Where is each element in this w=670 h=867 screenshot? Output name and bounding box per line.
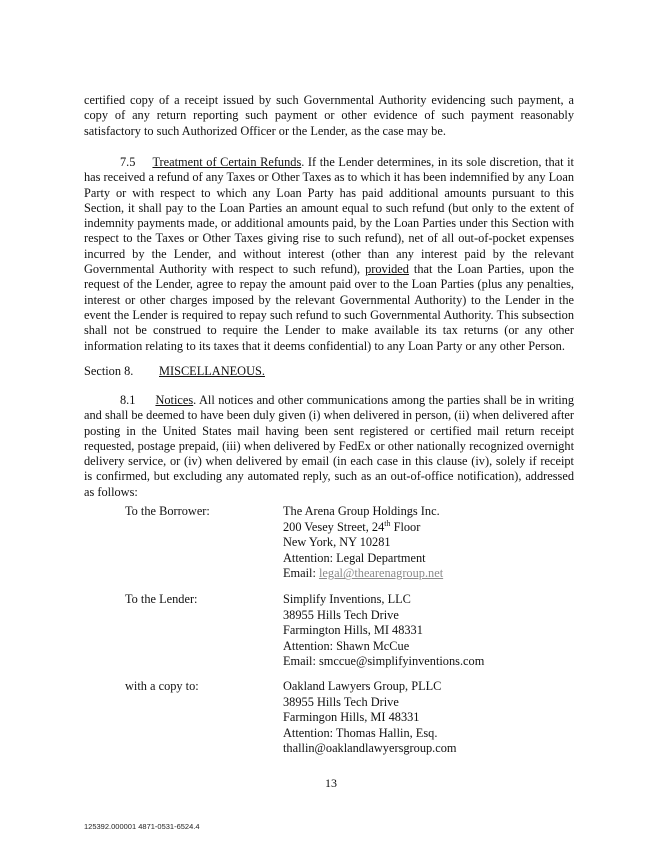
paragraph-continuation xyxy=(84,93,574,139)
section-title: Treatment of Certain Refunds xyxy=(152,155,302,169)
section-8-heading xyxy=(84,364,265,379)
section-title: Notices xyxy=(155,393,194,407)
section-number: 8.1 xyxy=(120,393,136,407)
copy-email: thallin@oaklandlawyersgroup.com xyxy=(283,741,457,756)
lender-label: To the Lender: xyxy=(125,592,198,606)
lender-attention: Attention: Shawn McCue xyxy=(283,638,410,653)
lender-name: Simplify Inventions, LLC xyxy=(283,592,411,606)
section-body: . If the Lender determines, in its sole discretion, that it has received a refund of any Taxes or Other Taxes as to which it has been indemnified by any Loan Party or with respect to which any Loan Party has paid additional amounts pursuant to this Section, it shall pay to the Loan Parties an amount equal to such refund (but only to the extent of indemnity payments made, or additional amounts paid, by the Loan Parties under this Section with respect to the Taxes or Other Taxes giving rise to such refund), net of all out-of-pocket expenses incurred by the Lender, and without interest (other than any interest paid by the relevant Governmental Authority with respect to such refund), xyxy=(84,155,574,277)
section-body-continued: that the Loan Parties, upon the request of the Lender, agree to repay the amount paid over to the Loan Parties (plus any penalties, interest or other charges imposed by the relevant Governmental Authority) to the Lender in the event the Lender is required to repay such refund to such Governmental Authority. This subsection shall not be construed to require the Lender to make available its tax returns (or any other information relating to its taxes that it deems confidential) to any Loan Party or any other Person. xyxy=(84,262,574,353)
borrower-label: To the Borrower: xyxy=(125,504,210,518)
provided-term: provided xyxy=(365,262,409,277)
borrower-address xyxy=(283,504,443,582)
borrower-street: 200 Vesey Street, 24th Floor xyxy=(283,518,421,534)
section-label: Section 8. xyxy=(84,364,134,378)
borrower-email-line: Email: legal@thearenagroup.net xyxy=(283,566,444,581)
section-7-5 xyxy=(84,155,574,354)
copy-street: 38955 Hills Tech Drive xyxy=(283,694,399,709)
copy-label: with a copy to: xyxy=(125,679,199,693)
copy-attention: Attention: Thomas Hallin, Esq. xyxy=(283,725,438,740)
copy-address xyxy=(283,679,457,757)
section-heading-title: MISCELLANEOUS. xyxy=(159,364,265,378)
copy-name: Oakland Lawyers Group, PLLC xyxy=(283,679,442,693)
lender-street: 38955 Hills Tech Drive xyxy=(283,607,399,622)
copy-city: Farmingon Hills, MI 48331 xyxy=(283,710,420,725)
document-footer-id: 125392.000001 4871-0531-6524.4 xyxy=(84,822,200,831)
paragraph-text: certified copy of a receipt issued by such Governmental Authority evidencing such payment, a copy of any return reporting such payment or other evidence of such payment reasonably satisfactory to such Authorized Officer or the Lender, as the case may be. xyxy=(84,93,574,138)
borrower-attention: Attention: Legal Department xyxy=(283,550,426,565)
lender-email: Email: smccue@simplifyinventions.com xyxy=(283,654,485,669)
lender-city: Farmington Hills, MI 48331 xyxy=(283,623,423,638)
borrower-name: The Arena Group Holdings Inc. xyxy=(283,504,440,518)
lender-address xyxy=(283,592,484,670)
section-8-1 xyxy=(84,393,574,500)
borrower-city: New York, NY 10281 xyxy=(283,535,391,550)
section-number: 7.5 xyxy=(120,155,136,169)
section-body: . All notices and other communications among the parties shall be in writing and shall be deemed to have been duly given (i) when delivered in person, (ii) when delivered after posting in the United States mail having been sent registered or certified mail return receipt requested, postage prepaid, (iii) when delivered by FedEx or other nationally recognized overnight delivery service, or (iv) when delivered by email (in each case in this clause (iv), solely if receipt is confirmed, but excluding any automated reply, such as an out-of-office notification), addressed as follows: xyxy=(84,393,574,499)
page-number: 13 xyxy=(325,776,337,790)
borrower-email-link[interactable]: legal@thearenagroup.net xyxy=(319,566,444,581)
